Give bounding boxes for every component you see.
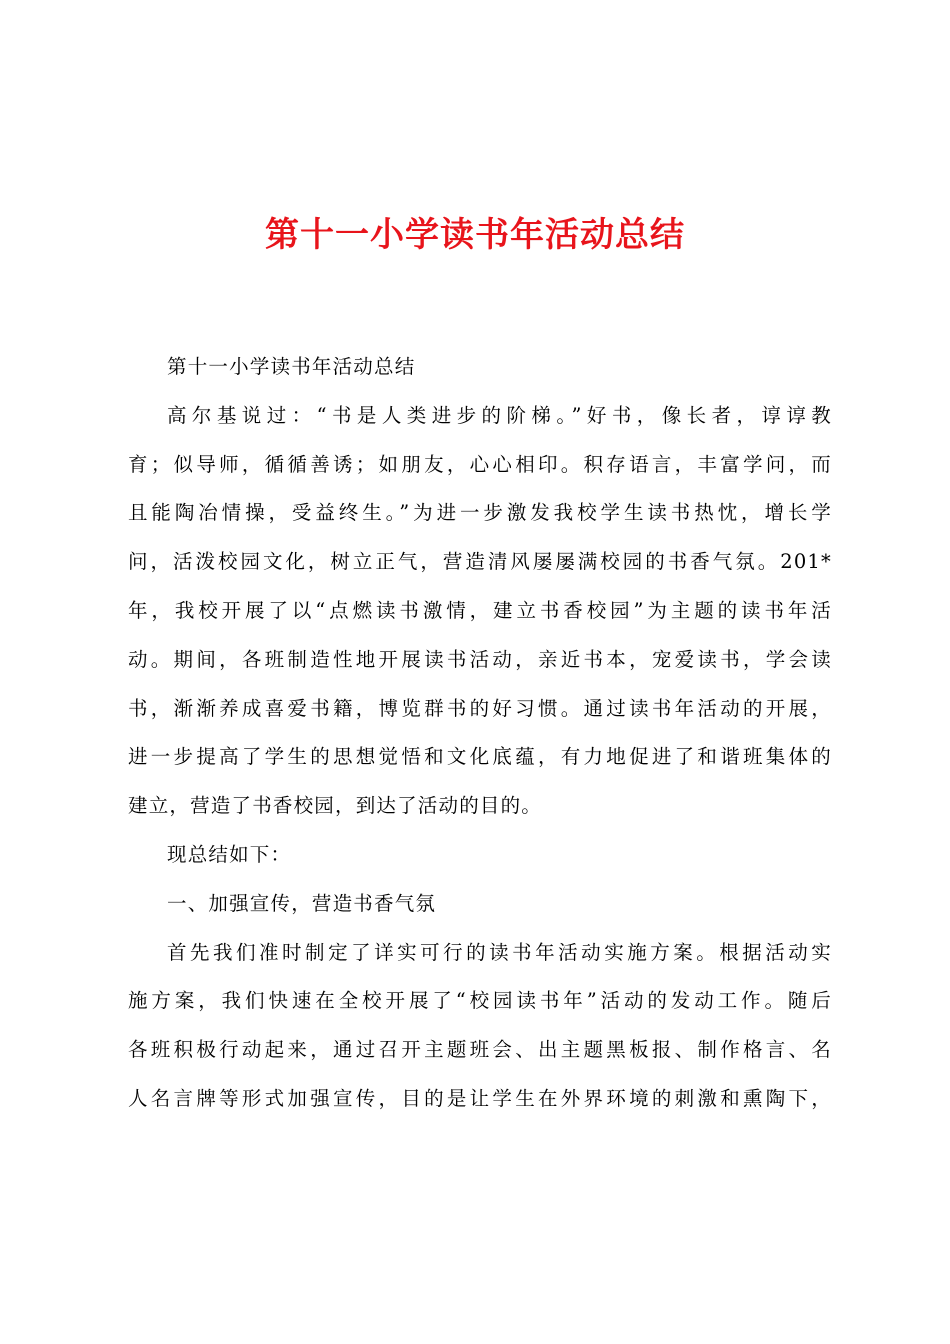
intro-paragraph	[128, 392, 832, 831]
section-1-line: 各班积极行动起来，通过召开主题班会、出主题黑板报、制作格言、名	[128, 1038, 832, 1062]
intro-line: 年，我校开展了以“点燃读书激情，建立书香校园”为主题的读书年活	[128, 598, 832, 622]
intro-line: 书，渐渐养成喜爱书籍，博览群书的好习惯。通过读书年活动的开展，	[128, 696, 832, 720]
summary-intro: 现总结如下：	[167, 842, 292, 866]
intro-line: 且能陶冶情操，受益终生。”为进一步激发我校学生读书热忱，增长学	[128, 501, 832, 525]
section-1-paragraph	[128, 929, 832, 1124]
intro-line: 问，活泼校园文化，树立正气，营造清风屡屡满校园的书香气氛。201*	[128, 550, 832, 574]
intro-line: 育；似导师，循循善诱；如朋友，心心相印。积存语言，丰富学问，而	[128, 452, 832, 476]
intro-line: 建立，营造了书香校园，到达了活动的目的。	[128, 794, 543, 818]
intro-line: 进一步提高了学生的思想觉悟和文化底蕴，有力地促进了和谐班集体的	[128, 745, 832, 769]
section-1-line: 人名言牌等形式加强宣传，目的是让学生在外界环境的刺激和熏陶下，	[128, 1086, 832, 1110]
document-body	[128, 343, 832, 1124]
intro-line: 动。期间，各班制造性地开展读书活动，亲近书本，宠爱读书，学会读	[128, 647, 832, 671]
intro-line: 高尔基说过：“书是人类进步的阶梯。”好书，像长者，谆谆教	[167, 403, 832, 427]
section-1-line: 首先我们准时制定了详实可行的读书年活动实施方案。根据活动实	[167, 940, 832, 964]
document-subtitle: 第十一小学读书年活动总结	[167, 355, 416, 378]
section-1-line: 施方案，我们快速在全校开展了“校园读书年”活动的发动工作。随后	[128, 989, 832, 1013]
section-1-heading: 一、加强宣传，营造书香气氛	[167, 891, 437, 915]
document-title: 第十一小学读书年活动总结	[265, 215, 685, 255]
